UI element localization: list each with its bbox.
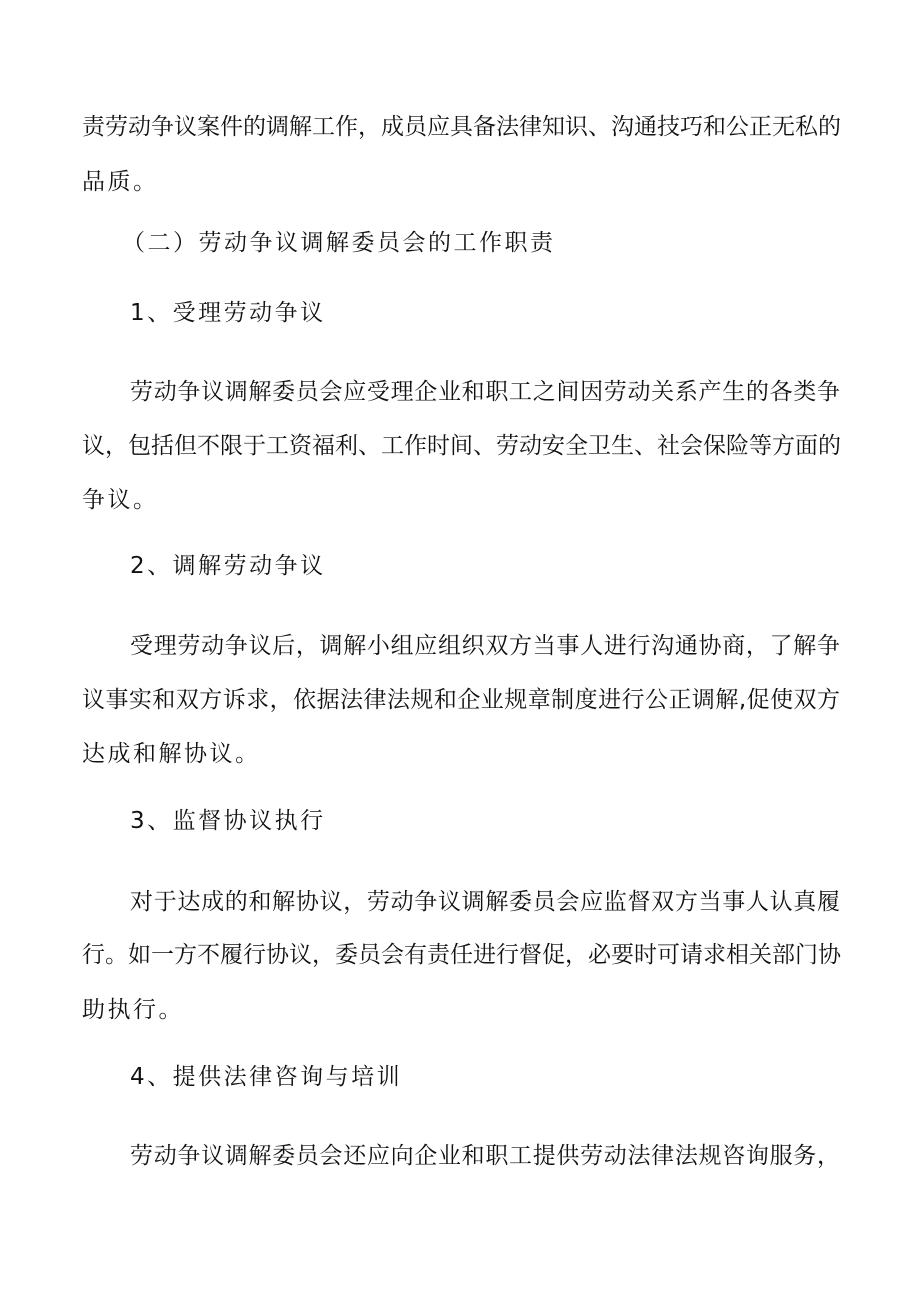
item-1-heading: 1、受理劳动争议 (130, 300, 326, 326)
intro-line-1: 责劳动争议案件的调解工作，成员应具备法律知识、沟通技巧和公正无私的 (82, 114, 841, 140)
item-4-line-1: 劳动争议调解委员会还应向企业和职工提供劳动法律法规咨询服务， (130, 1143, 840, 1169)
item-2-line-3: 达成和解协议。 (82, 741, 261, 767)
intro-line-2: 品质。 (82, 169, 159, 195)
item-2-line-2: 议事实和双方诉求，依据法律法规和企业规章制度进行公正调解,促使双方 (82, 687, 840, 713)
item-2-heading: 2、调解劳动争议 (130, 553, 326, 579)
item-2-line-1: 受理劳动争议后，调解小组应组织双方当事人进行沟通协商，了解争 (130, 633, 840, 659)
section-heading: （二）劳动争议调解委员会的工作职责 (122, 230, 556, 256)
item-3-line-2: 行。如一方不履行协议，委员会有责任进行督促，必要时可请求相关部门协 (82, 942, 841, 968)
item-4-heading: 4、提供法律咨询与培训 (130, 1064, 403, 1090)
item-1-line-2: 议，包括但不限于工资福利、工作时间、劳动安全卫生、社会保险等方面的 (82, 433, 841, 459)
item-3-line-3: 助执行。 (82, 997, 184, 1023)
item-1-line-3: 争议。 (82, 487, 159, 513)
item-1-line-1: 劳动争议调解委员会应受理企业和职工之间因劳动关系产生的各类争 (130, 379, 840, 405)
item-3-heading: 3、监督协议执行 (130, 808, 326, 834)
item-3-line-1: 对于达成的和解协议，劳动争议调解委员会应监督双方当事人认真履 (130, 889, 840, 915)
